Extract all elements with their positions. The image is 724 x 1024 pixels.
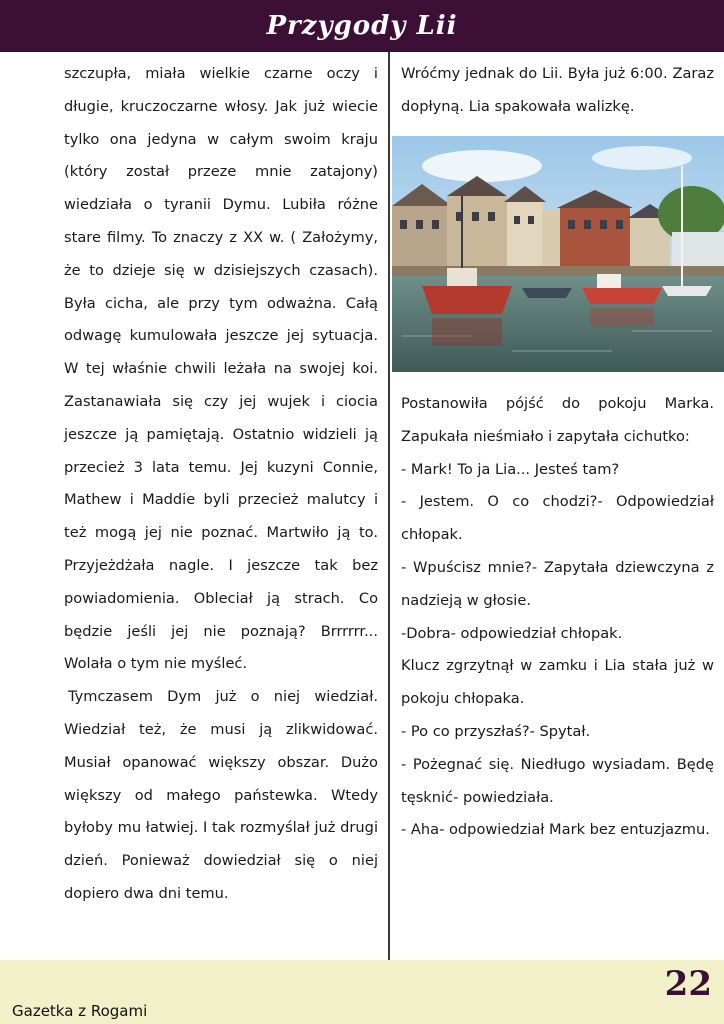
harbor-painting [392, 136, 724, 372]
dialog-line: - Aha- odpowiedział Mark bez entuzjazmu. [401, 821, 710, 839]
left-paragraph-2: Tymczasem Dym już o niej wiedział. Wiedział też, że musi ją zlikwidować. Musiał opanować większy obszar. Dużo większy od małego państewka. Wtedy byłoby mu łatwiej. I tak rozmyślał już drugi dzień. Ponieważ dowiedział się o niej dopiero dwa dni temu. [64, 688, 378, 902]
right-paragraph-intro: Wróćmy jednak do Lii. Była już 6:00. Zaraz dopłyną. Lia spakowała walizkę. [401, 65, 714, 115]
dialog-line: Klucz zgrzytnął w zamku i Lia stała już w pokoju chłopaka. [401, 657, 714, 708]
dialog-line: - Pożegnać się. Niedługo wysiadam. Będę tęsknić- powiedziała. [401, 755, 714, 806]
right-column-bottom [401, 388, 714, 847]
dialog-line: - Jestem. O co chodzi?- Odpowiedział chłopak. [401, 493, 714, 544]
page-footer [0, 960, 724, 1024]
dialog-line: - Po co przyszłaś?- Spytał. [401, 722, 591, 740]
harbor-illustration [392, 136, 724, 372]
right-column-top [401, 58, 714, 124]
dialog-line: Postanowiła pójść do pokoju Marka. Zapukała nieśmiało i zapytała cichutko: [401, 395, 714, 445]
dialog-line: - Mark! To ja Lia... Jesteś tam? [401, 460, 620, 478]
dialog-line: -Dobra- odpowiedział chłopak. [401, 624, 623, 642]
page-number: 22 [664, 964, 712, 1004]
publication-name: Gazetka z Rogami [12, 1002, 148, 1020]
dialog-line: - Wpuścisz mnie?- Zapytała dziewczyna z nadzieją w głosie. [401, 558, 714, 609]
left-paragraph-1: szczupła, miała wielkie czarne oczy i długie, kruczoczarne włosy. Jak już wiecie tylko ona jedyna w całym swoim kraju (który został przeze mnie zatajony) wiedziała o tyranii Dymu. Lubiła różne stare filmy. To znaczy z XX w. ( Założymy, że to dzieje się w dzisiejszych czasach). Była cicha, ale przy tym odważna. Całą odwagę kumulowała jeszcze jej sytuacja. W tej właśnie chwili leżała na swojej koi. Zastanawiała się czy jej wujek i ciocia jeszcze ją pamiętają. Ostatnio widzieli ją przecież 3 lata temu. Jej kuzyni Connie, Mathew i Maddie byli przecież malutcy i też mogą jej nie poznać. Martwiło ją to. Przyjeżdżała nagle. I jeszcze tak bez powiadomienia. Obleciał ją strach. Co będzie jeśli jej nie poznają? Brrrrrr... Wolała o tym nie myśleć. [64, 65, 378, 673]
header-title: Przygody Lii [266, 11, 458, 41]
column-divider [388, 52, 390, 960]
page-header [0, 0, 724, 52]
left-column [64, 58, 378, 911]
